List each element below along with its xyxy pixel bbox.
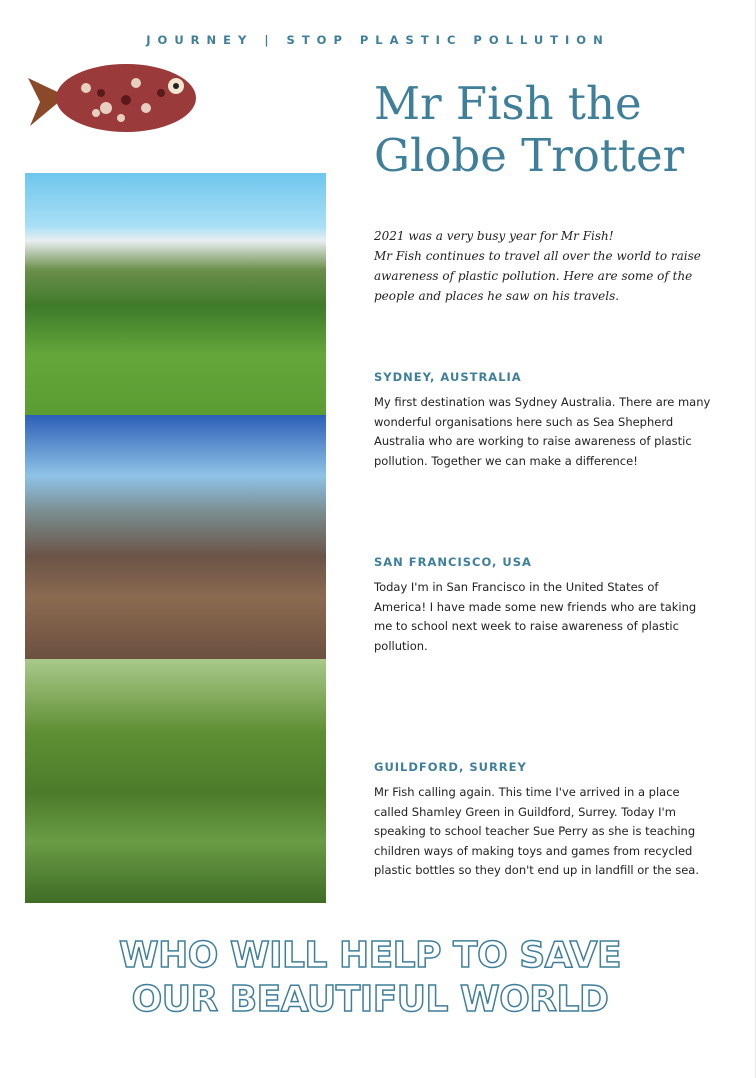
- header-kicker: JOURNEY | STOP PLASTIC POLLUTION: [146, 33, 610, 47]
- intro-text: [374, 226, 714, 306]
- sydney-photo: [25, 173, 326, 415]
- section-san-francisco: [374, 555, 714, 656]
- san-francisco-photo: [25, 415, 326, 659]
- section-heading: SAN FRANCISCO, USA: [374, 555, 532, 569]
- intro-line-2: Mr Fish continues to travel all over the world to raise awareness of plastic pollution. Here are some of the people and places he saw on his travels.: [374, 249, 701, 303]
- closing-slogan: [0, 934, 740, 1022]
- section-guildford: [374, 760, 714, 881]
- closing-line-2: OUR BEAUTIFUL WORLD: [131, 979, 609, 1020]
- section-sydney: [374, 370, 714, 471]
- section-body: Mr Fish calling again. This time I've arrived in a place called Shamley Green in Guildford, Surrey. Today I'm speaking to school teacher Sue Perry as she is teaching children ways of making toys and games from recycled plastic bottles so they don't end up in landfill or the sea.: [374, 785, 699, 878]
- section-heading: GUILDFORD, SURREY: [374, 760, 527, 774]
- section-heading: SYDNEY, AUSTRALIA: [374, 370, 522, 384]
- guildford-photo: [25, 659, 326, 903]
- section-body: My first destination was Sydney Australia. There are many wonderful organisations here such as Sea Shepherd Australia who are working to raise awareness of plastic pollution. Together we can make a difference!: [374, 395, 711, 468]
- intro-line-1: 2021 was a very busy year for Mr Fish!: [374, 229, 614, 243]
- mr-fish-image: [26, 58, 198, 140]
- closing-line-1: WHO WILL HELP TO SAVE: [118, 935, 622, 976]
- page-title: Mr Fish the Globe Trotter: [374, 77, 685, 182]
- section-body: Today I'm in San Francisco in the United States of America! I have made some new friends who are taking me to school next week to raise awareness of plastic pollution.: [374, 580, 697, 653]
